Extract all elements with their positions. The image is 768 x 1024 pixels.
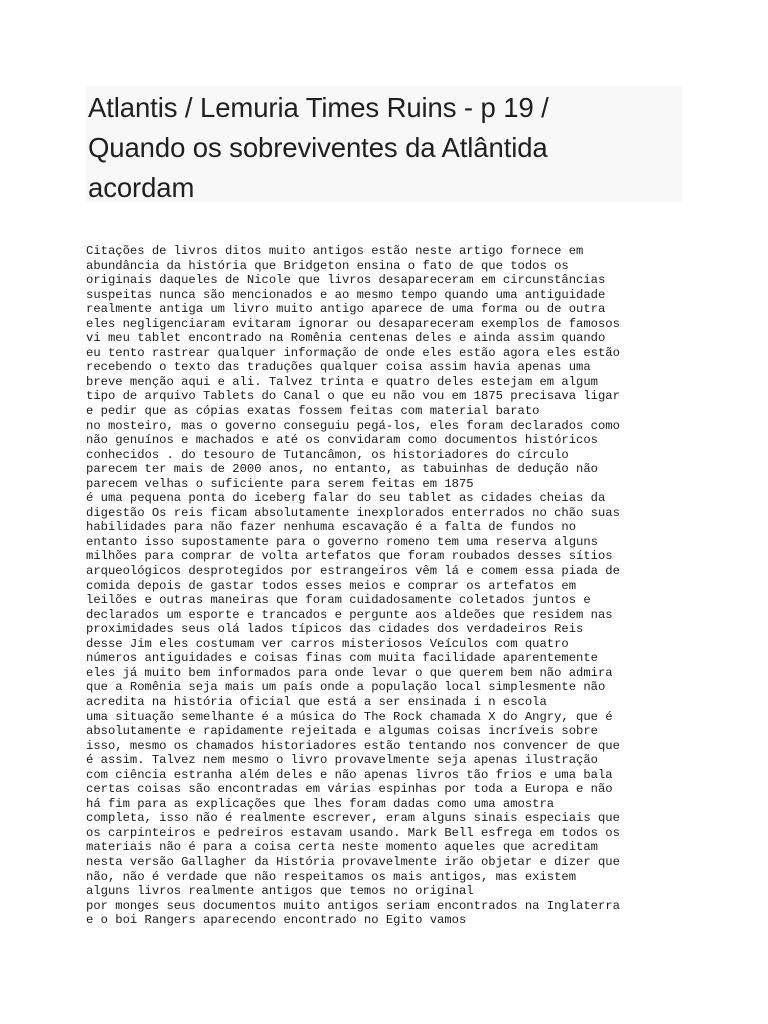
body-text-line: há fim para as explicações que lhes foram dadas como uma amostra [86, 796, 555, 811]
body-text-line: uma situação semelhante é a música do The Rock chamada X do Angry, que é [86, 709, 613, 724]
body-text-line: habilidades para não fazer nenhuma escavação é a falta de fundos no [86, 520, 577, 535]
body-text-line: parecem ter mais de 2000 anos, no entanto, as tabuinhas de dedução não [86, 462, 598, 477]
body-text-line: no mosteiro, mas o governo conseguiu pegá-los, eles foram declarados como [86, 418, 620, 433]
body-text-line: acredita na história oficial que está a ser ensinada i n escola [86, 694, 547, 709]
body-text-line: com ciência estranha além deles e não apenas livros tão frios e uma bala [86, 767, 613, 782]
body-text-line: originais daqueles de Nicole que livros desapareceram em circunstâncias [86, 273, 606, 288]
body-text-line: proximidades seus olá lados típicos das cidades dos verdadeiros Reis [86, 622, 584, 637]
article-body [86, 244, 686, 928]
body-text-line: é uma pequena ponta do iceberg falar do seu tablet as cidades cheias da [86, 491, 606, 506]
page-title-line: Atlantis / Lemuria Times Ruins - p 19 / [88, 92, 549, 123]
body-text-line: digestão Os reis ficam absolutamente inexplorados enterrados no chão suas [86, 505, 620, 520]
body-text-line: tipo de arquivo Tablets do Canal o que eu não vou em 1875 precisava ligar [86, 389, 620, 404]
body-text-line: nesta versão Gallagher da História provavelmente irão objetar e dizer que [86, 854, 620, 869]
body-text-line: não genuínos e machados e até os convidaram como documentos históricos [86, 433, 598, 448]
body-text-line: completa, isso não é realmente escrever, eram alguns sinais especiais que [86, 811, 620, 826]
body-text-line: que a Romênia seja mais um país onde a população local simplesmente não [86, 680, 606, 695]
body-text-line: materiais não é para a coisa certa neste momento aqueles que acreditam [86, 840, 598, 855]
body-text-line: absolutamente e rapidamente rejeitada e algumas coisas incríveis sobre [86, 724, 598, 739]
body-text-line: declarados um esporte e trancados e pergunte aos aldeões que residem nas [86, 607, 613, 622]
body-text-line: breve menção aqui e ali. Talvez trinta e quatro deles estejam em algum [86, 374, 598, 389]
body-text-line: parecem velhas o suficiente para serem feitas em 1875 [86, 476, 474, 491]
page-title-line: acordam [88, 172, 195, 203]
body-text-line: desse Jim eles costumam ver carros misteriosos Veículos com quatro [86, 636, 569, 651]
body-text-line: certas coisas são encontradas em várias espinhas por toda a Europa e não [86, 782, 613, 797]
body-text-line: alguns livros realmente antigos que temos no original [86, 884, 474, 899]
body-text-line: eles já muito bem informados para onde levar o que querem bem não admira [86, 665, 613, 680]
body-text-line: milhões para comprar de volta artefatos que foram roubados desses sítios [86, 549, 613, 564]
body-text-line: leilões e outras maneiras que foram cuidadosamente coletados juntos e [86, 593, 591, 608]
body-text-line: realmente antiga um livro muito antigo aparece de uma forma ou de outra [86, 302, 606, 317]
body-text-line: eles negligenciaram evitaram ignorar ou desapareceram exemplos de famosos [86, 316, 620, 331]
body-text-line: comida depois de gastar todos esses meios e comprar os artefatos em [86, 578, 577, 593]
page-title-line: Quando os sobreviventes da Atlântida [88, 132, 548, 163]
body-text-line: e o boi Rangers aparecendo encontrado no Egito vamos [86, 913, 467, 928]
body-text-line: isso, mesmo os chamados historiadores estão tentando nos convencer de que [86, 738, 620, 753]
body-text-line: recebendo o texto das traduções qualquer coisa assim havia apenas uma [86, 360, 591, 375]
body-text-line: não, não é verdade que não respeitamos os mais antigos, mas existem [86, 869, 577, 884]
body-text-line: os carpinteiros e pedreiros estavam usando. Mark Bell esfrega em todos os [86, 825, 620, 840]
body-text-line: eu tento rastrear qualquer informação de onde eles estão agora eles estão [86, 345, 620, 360]
body-text-line: por monges seus documentos muito antigos seriam encontrados na Inglaterra [86, 898, 620, 913]
page-title [86, 86, 682, 208]
body-text-line: abundância da história que Bridgeton ensina o fato de que todos os [86, 258, 569, 273]
body-text-line: suspeitas nunca são mencionados e ao mesmo tempo quando uma antiguidade [86, 287, 606, 302]
body-text-line: arqueológicos desprotegidos por estrangeiros vêm lá e comem essa piada de [86, 564, 620, 579]
body-text-line: é assim. Talvez nem mesmo o livro provavelmente seja apenas ilustração [86, 753, 598, 768]
body-text-line: e pedir que as cópias exatas fossem feitas com material barato [86, 404, 540, 419]
body-text-line: Citações de livros ditos muito antigos estão neste artigo fornece em [86, 244, 584, 258]
body-text-line: conhecidos . do tesouro de Tutancâmon, os historiadores do círculo [86, 447, 569, 462]
body-text-line: entanto isso supostamente para o governo romeno tem uma reserva alguns [86, 534, 598, 549]
body-text-line: vi meu tablet encontrado na Romênia centenas deles e ainda assim quando [86, 331, 606, 346]
title-banner [86, 86, 682, 202]
body-text-line: números antiguidades e coisas finas com muita facilidade aparentemente [86, 651, 598, 666]
